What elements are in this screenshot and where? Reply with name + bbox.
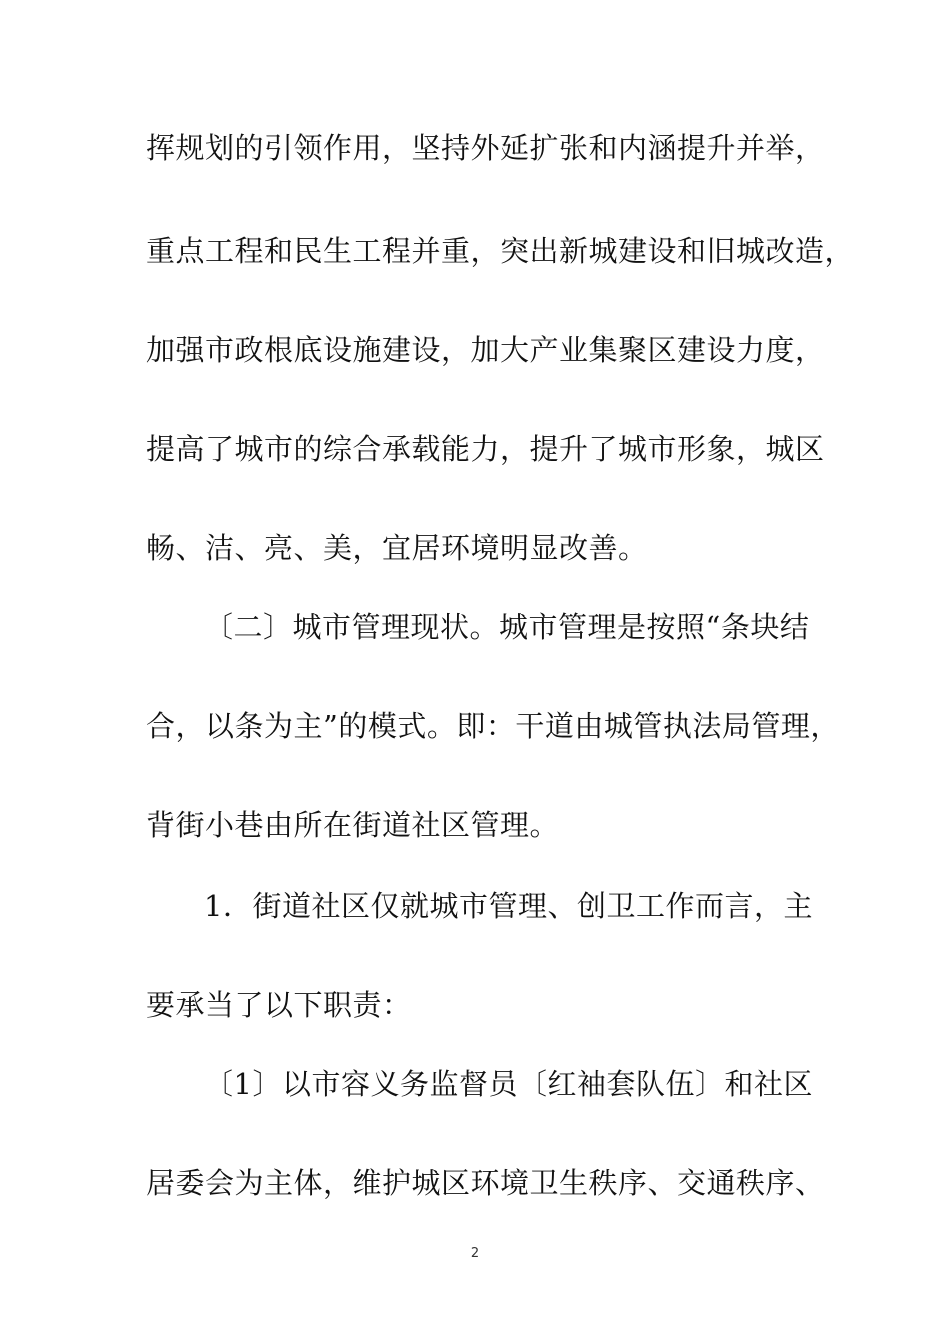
page-number: 2 bbox=[470, 1246, 480, 1261]
text-line-1: 挥规划的引领作用，坚持外延扩张和内涵提升并举， bbox=[146, 131, 825, 165]
text-line-11: 〔1〕以市容义务监督员〔红袖套队伍〕和社区 bbox=[204, 1067, 813, 1101]
text-line-10: 要承当了以下职责： bbox=[146, 988, 412, 1022]
text-line-12: 居委会为主体，维护城区环境卫生秩序、交通秩序、 bbox=[146, 1166, 825, 1200]
text-line-3: 加强市政根底设施建设，加大产业集聚区建设力度， bbox=[146, 333, 825, 367]
text-line-4: 提高了城市的综合承载能力，提升了城市形象，城区 bbox=[146, 432, 825, 466]
text-line-7: 合，以条为主”的模式。即：干道由城管执法局管理， bbox=[146, 709, 840, 743]
text-line-2: 重点工程和民生工程并重，突出新城建设和旧城改造， bbox=[146, 234, 855, 268]
text-line-5: 畅、洁、亮、美，宜居环境明显改善。 bbox=[146, 531, 648, 565]
text-line-6: 〔二〕城市管理现状。城市管理是按照“条块结 bbox=[204, 610, 810, 644]
text-line-9: 1．街道社区仅就城市管理、创卫工作而言，主 bbox=[204, 889, 813, 923]
text-line-8: 背街小巷由所在街道社区管理。 bbox=[146, 808, 560, 842]
